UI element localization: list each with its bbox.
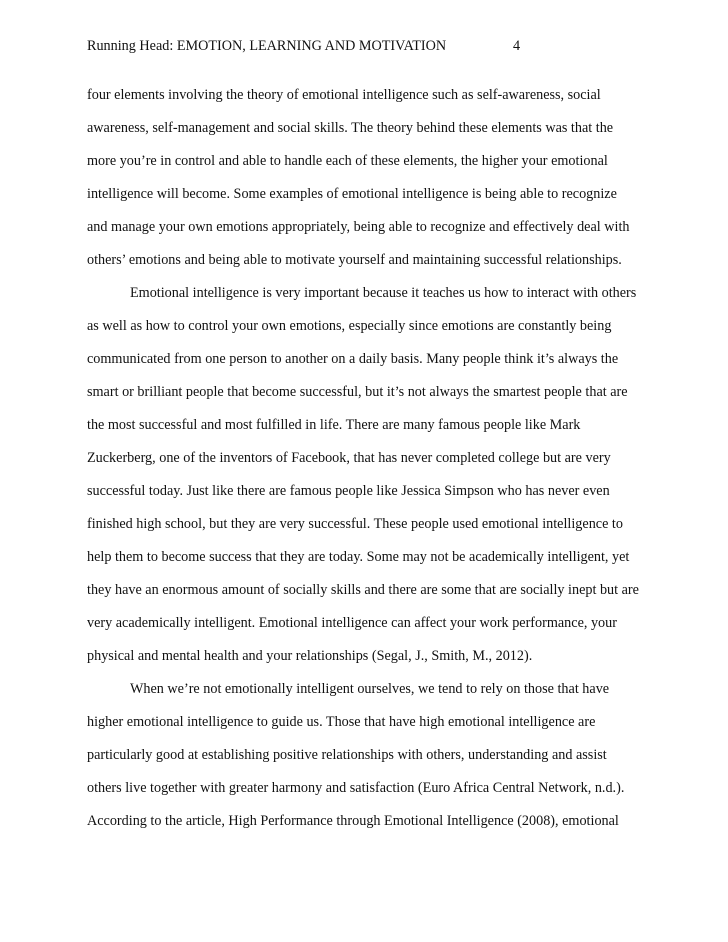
text-line: four elements involving the theory of emotional intelligence such as self-awareness, social: [87, 87, 601, 103]
text-line: smart or brilliant people that become successful, but it’s not always the smartest people that are: [87, 384, 628, 400]
text-line: more you’re in control and able to handle each of these elements, the higher your emotional: [87, 153, 608, 169]
text-line: awareness, self-management and social skills. The theory behind these elements was that the: [87, 120, 614, 136]
text-line: higher emotional intelligence to guide us. Those that have high emotional intelligence are: [87, 714, 596, 730]
running-head-title: Running Head: EMOTION, LEARNING AND MOTIVATION: [87, 38, 447, 54]
text-line: communicated from one person to another on a daily basis. Many people think it’s always the: [87, 351, 619, 367]
text-line: others live together with greater harmony and satisfaction (Euro Africa Central Network, n.d.).: [87, 780, 625, 796]
text-line: successful today. Just like there are famous people like Jessica Simpson who has never even: [87, 483, 610, 499]
text-line: others’ emotions and being able to motivate yourself and maintaining successful relationships.: [87, 252, 622, 268]
text-line: very academically intelligent. Emotional intelligence can affect your work performance, your: [87, 615, 617, 631]
page-number: 4: [513, 38, 521, 54]
running-head: [87, 37, 521, 55]
text-line: particularly good at establishing positive relationships with others, understanding and assist: [87, 747, 607, 763]
text-line: the most successful and most fulfilled in life. There are many famous people like Mark: [87, 417, 581, 433]
text-line: According to the article, High Performance through Emotional Intelligence (2008), emotional: [87, 813, 619, 829]
text-line: and manage your own emotions appropriately, being able to recognize and effectively deal with: [87, 219, 630, 235]
text-line: they have an enormous amount of socially skills and there are some that are socially inept but are: [87, 582, 639, 598]
text-line: Zuckerberg, one of the inventors of Facebook, that has never completed college but are very: [87, 450, 611, 466]
text-line: as well as how to control your own emotions, especially since emotions are constantly being: [87, 318, 612, 334]
text-line: intelligence will become. Some examples of emotional intelligence is being able to recognize: [87, 186, 617, 202]
text-line: help them to become success that they are today. Some may not be academically intelligent, yet: [87, 549, 630, 565]
paragraph-first-line: Emotional intelligence is very important because it teaches us how to interact with others: [130, 285, 637, 301]
text-line: finished high school, but they are very successful. These people used emotional intelligence to: [87, 516, 623, 532]
text-line: physical and mental health and your relationships (Segal, J., Smith, M., 2012).: [87, 648, 533, 664]
paragraph-first-line: When we’re not emotionally intelligent ourselves, we tend to rely on those that have: [130, 681, 610, 697]
